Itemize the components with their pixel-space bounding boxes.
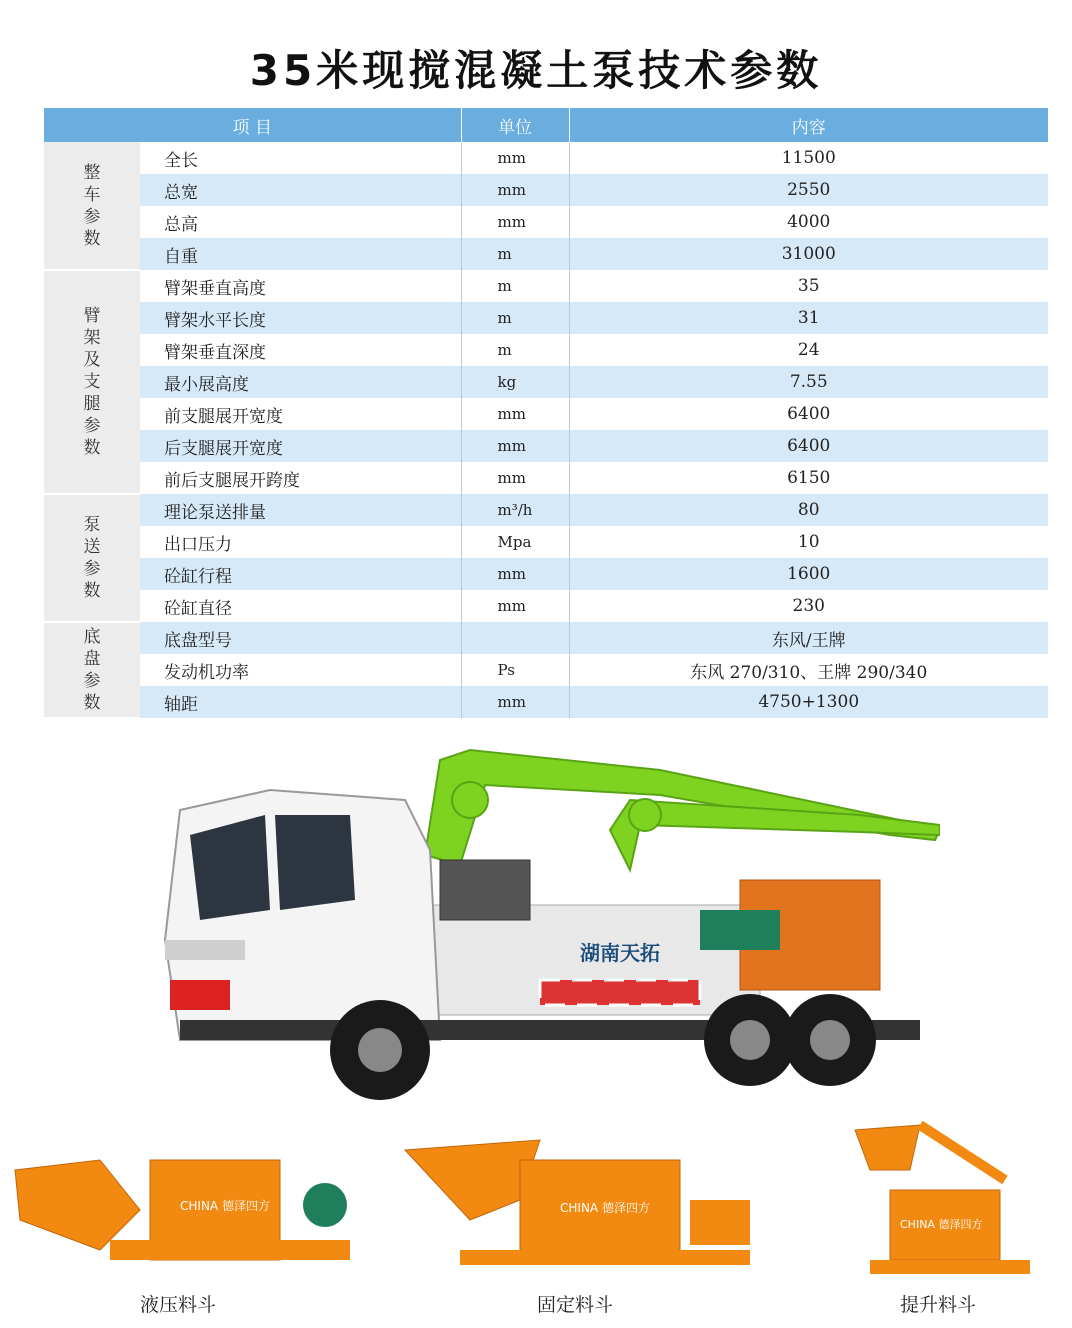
truck-cab xyxy=(165,790,440,1040)
hydraulic-hopper-mixer xyxy=(15,1160,350,1260)
table-row xyxy=(44,174,1048,206)
group-label-text: 底盘参数 xyxy=(83,627,101,713)
boom xyxy=(425,750,940,870)
table-row xyxy=(44,494,1048,526)
param-value: 35 xyxy=(569,270,1048,302)
param-value: 东风 270/310、王牌 290/340 xyxy=(569,654,1048,686)
table-row xyxy=(44,654,1048,686)
param-value: 东风/王牌 xyxy=(569,622,1048,654)
param-name: 出口压力 xyxy=(140,526,461,558)
param-name: 底盘型号 xyxy=(140,622,461,654)
param-name: 自重 xyxy=(140,238,461,270)
param-unit: Mpa xyxy=(461,526,569,558)
table-row xyxy=(44,526,1048,558)
table-row xyxy=(44,206,1048,238)
param-name: 前支腿展开宽度 xyxy=(140,398,461,430)
param-name: 总高 xyxy=(140,206,461,238)
table-row xyxy=(44,398,1048,430)
param-value: 11500 xyxy=(569,142,1048,174)
table-row xyxy=(44,270,1048,302)
group-label-text: 臂架及支腿参数 xyxy=(83,306,101,458)
param-value: 2550 xyxy=(569,174,1048,206)
param-unit: kg xyxy=(461,366,569,398)
param-value: 230 xyxy=(569,590,1048,622)
mixer-illustrations xyxy=(0,1120,1072,1290)
param-name: 轴距 xyxy=(140,686,461,718)
param-value: 6400 xyxy=(569,430,1048,462)
group-label xyxy=(44,494,140,622)
param-value: 31000 xyxy=(569,238,1048,270)
param-value: 7.55 xyxy=(569,366,1048,398)
param-value: 6150 xyxy=(569,462,1048,494)
param-value: 80 xyxy=(569,494,1048,526)
param-unit: mm xyxy=(461,206,569,238)
param-value: 6400 xyxy=(569,398,1048,430)
caption-fixed-hopper: 固定料斗 xyxy=(537,1294,614,1316)
param-name: 臂架水平长度 xyxy=(140,302,461,334)
group-label xyxy=(44,270,140,494)
param-name: 后支腿展开宽度 xyxy=(140,430,461,462)
header-unit: 单位 xyxy=(461,108,569,142)
table-row xyxy=(44,430,1048,462)
mixer-logo-1: CHINA 德泽四方 xyxy=(180,1199,270,1213)
group-label-text: 整车参数 xyxy=(83,162,101,249)
param-name: 臂架垂直高度 xyxy=(140,270,461,302)
mixer-logo-3: CHINA 德泽四方 xyxy=(900,1218,983,1231)
param-value: 4750+1300 xyxy=(569,686,1048,718)
table-row xyxy=(44,302,1048,334)
param-value: 24 xyxy=(569,334,1048,366)
lift-hopper-mixer xyxy=(855,1125,1030,1274)
param-name: 理论泵送排量 xyxy=(140,494,461,526)
fixed-hopper-mixer xyxy=(405,1140,750,1265)
param-name: 最小展高度 xyxy=(140,366,461,398)
param-name: 臂架垂直深度 xyxy=(140,334,461,366)
param-unit: mm xyxy=(461,462,569,494)
param-unit: m xyxy=(461,238,569,270)
table-row xyxy=(44,558,1048,590)
param-name: 发动机功率 xyxy=(140,654,461,686)
param-unit: m xyxy=(461,270,569,302)
param-unit: mm xyxy=(461,174,569,206)
caption-hydraulic-hopper: 液压料斗 xyxy=(140,1294,217,1316)
param-unit: m xyxy=(461,334,569,366)
param-name: 全长 xyxy=(140,142,461,174)
param-unit: mm xyxy=(461,398,569,430)
group-label-text: 泵送参数 xyxy=(83,515,101,601)
table-row xyxy=(44,622,1048,654)
param-unit: m³/h xyxy=(461,494,569,526)
param-name: 砼缸直径 xyxy=(140,590,461,622)
param-value: 1600 xyxy=(569,558,1048,590)
table-row xyxy=(44,590,1048,622)
spec-table xyxy=(44,108,1048,719)
mixer-logo-2: CHINA 德泽四方 xyxy=(560,1201,650,1215)
truck-brand: 湖南天拓 xyxy=(580,941,660,965)
param-unit xyxy=(461,622,569,654)
table-row xyxy=(44,334,1048,366)
param-name: 砼缸行程 xyxy=(140,558,461,590)
param-unit: Ps xyxy=(461,654,569,686)
param-unit: m xyxy=(461,302,569,334)
table-row xyxy=(44,238,1048,270)
param-value: 10 xyxy=(569,526,1048,558)
page-title: 35米现搅混凝土泵技术参数 xyxy=(249,46,823,95)
table-row xyxy=(44,142,1048,174)
param-name: 前后支腿展开跨度 xyxy=(140,462,461,494)
group-label xyxy=(44,142,140,270)
header-item: 项 目 xyxy=(44,108,461,142)
header-content: 内容 xyxy=(569,108,1048,142)
param-unit: mm xyxy=(461,558,569,590)
param-unit: mm xyxy=(461,142,569,174)
group-label xyxy=(44,622,140,718)
table-row xyxy=(44,686,1048,718)
param-unit: mm xyxy=(461,590,569,622)
param-value: 4000 xyxy=(569,206,1048,238)
table-header xyxy=(44,108,1048,142)
param-value: 31 xyxy=(569,302,1048,334)
param-unit: mm xyxy=(461,686,569,718)
table-row xyxy=(44,366,1048,398)
caption-lift-hopper: 提升料斗 xyxy=(900,1294,977,1316)
concrete-pump-truck-illustration xyxy=(140,740,940,1110)
table-row xyxy=(44,462,1048,494)
param-unit: mm xyxy=(461,430,569,462)
param-name: 总宽 xyxy=(140,174,461,206)
